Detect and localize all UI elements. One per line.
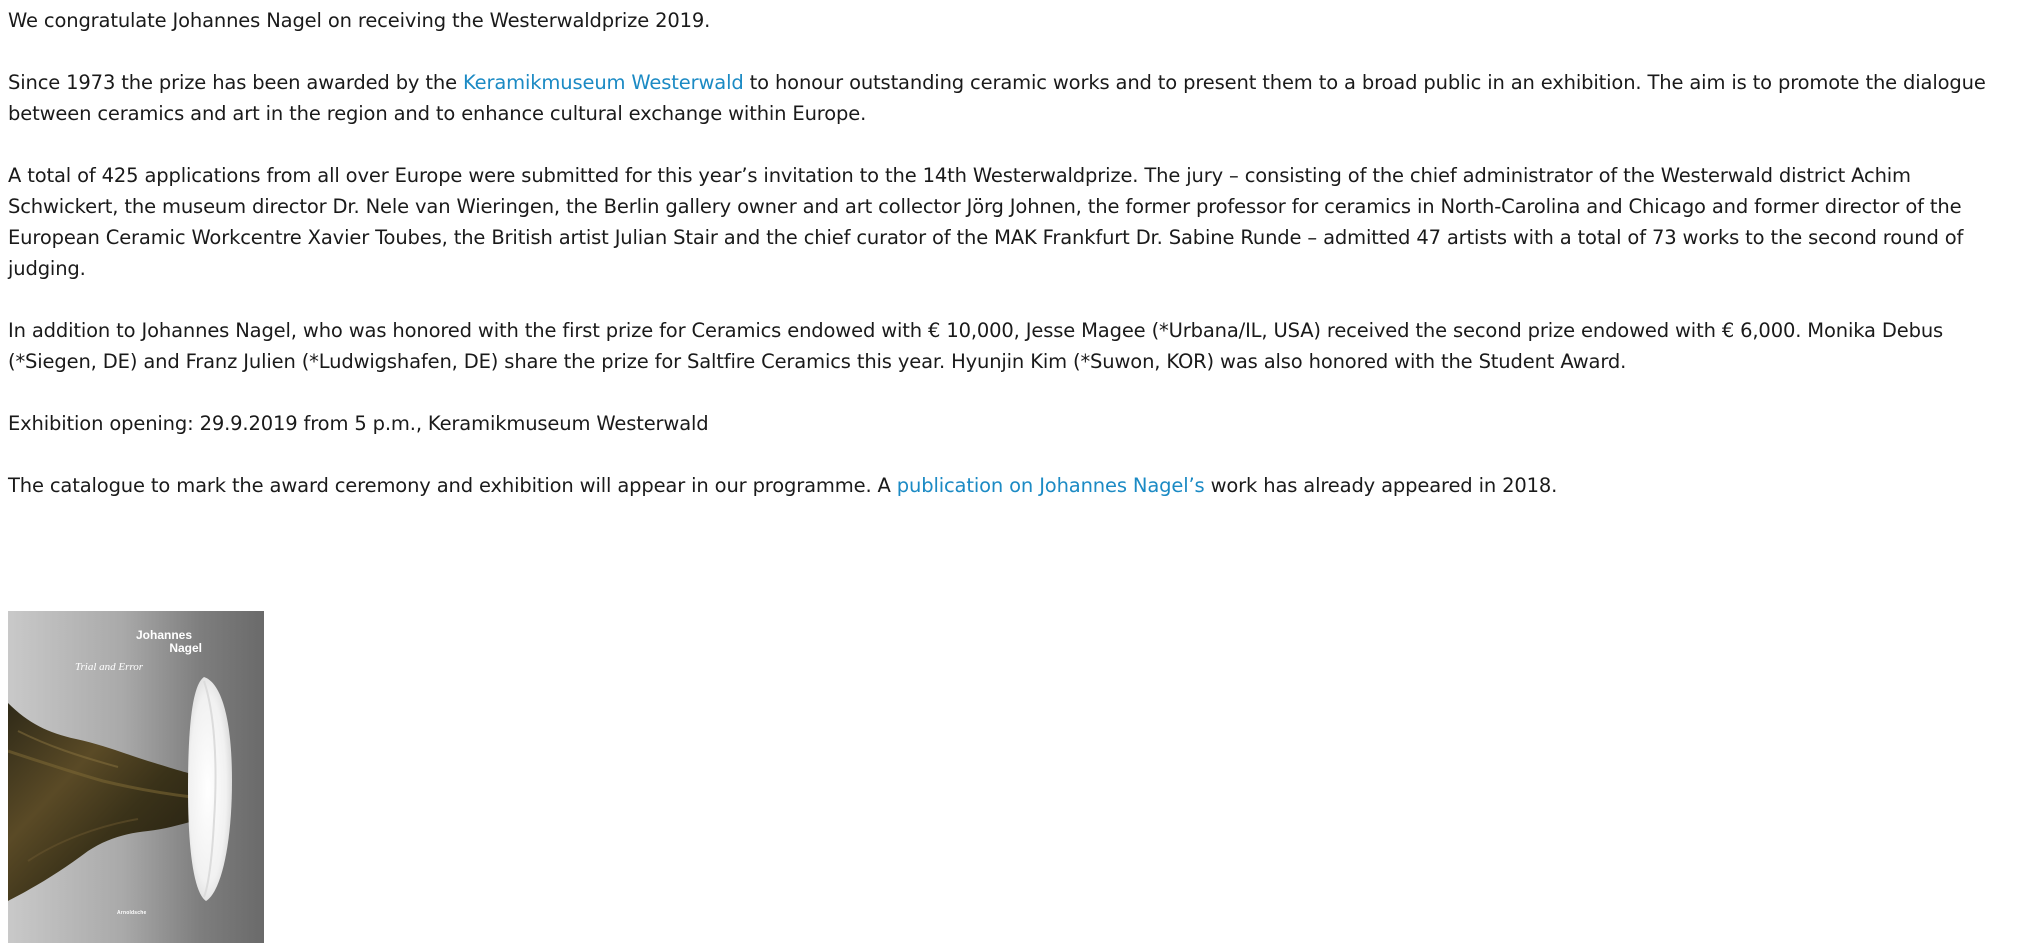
cover-author-last: Nagel — [169, 641, 202, 655]
prize-history-text-start: Since 1973 the prize has been awarded by the — [8, 71, 463, 94]
article-body — [8, 0, 2018, 532]
cover-title: Trial and Error — [75, 661, 144, 673]
catalogue-text-start: The catalogue to mark the award ceremony and exhibition will appear in our programme. A — [8, 474, 897, 497]
book-cover-image[interactable] — [8, 611, 264, 943]
winners-paragraph: In addition to Johannes Nagel, who was honored with the first prize for Ceramics endowed with € 10,000, Jesse Magee (*Urbana/IL, USA) received the second prize endowed with € 6,000. Monika Debus (*Siegen, DE) and Franz Julien (*Ludwigshafen, DE) share the prize for Saltfire Ceramics this year. Hyunjin Kim (*Suwon, KOR) was also honored with the Student Award. — [8, 319, 1944, 373]
jury-paragraph: A total of 425 applications from all over Europe were submitted for this year’s invitation to the 14th Westerwaldprize. The jury – consisting of the chief administrator of the Westerwald district Achim Schwickert, the museum director Dr. Nele van Wieringen, the Berlin gallery owner and art collector Jörg Johnen, the former professor for ceramics in North-Carolina and Chicago and former director of the European Ceramic Workcentre Xavier Toubes, the British artist Julian Stair and the chief curator of the MAK Frankfurt Dr. Sabine Runde – admitted 47 artists with a total of 73 works to the second round of judging. — [8, 164, 1964, 280]
exhibition-opening-paragraph: Exhibition opening: 29.9.2019 from 5 p.m., Keramikmuseum Westerwald — [8, 412, 709, 435]
congratulation-paragraph: We congratulate Johannes Nagel on receiving the Westerwaldprize 2019. — [8, 9, 711, 32]
cover-publisher-logo: Arnoldsche — [117, 910, 147, 916]
catalogue-paragraph — [8, 470, 2018, 501]
cover-author-first: Johannes — [135, 628, 192, 642]
publication-link[interactable]: publication on Johannes Nagel’s — [896, 474, 1205, 497]
prize-history-paragraph — [8, 67, 2018, 129]
keramikmuseum-link[interactable]: Keramikmuseum Westerwald — [462, 71, 744, 94]
cover-author — [135, 628, 202, 655]
catalogue-text-end: work has already appeared in 2018. — [1204, 474, 1558, 497]
prize-history-text-end: to honour outstanding ceramic works and to present them to a broad public in an exhibition. The aim is to promote the dialogue between ceramics and art in the region and to enhance cultural exchange within Europe. — [8, 71, 1986, 125]
